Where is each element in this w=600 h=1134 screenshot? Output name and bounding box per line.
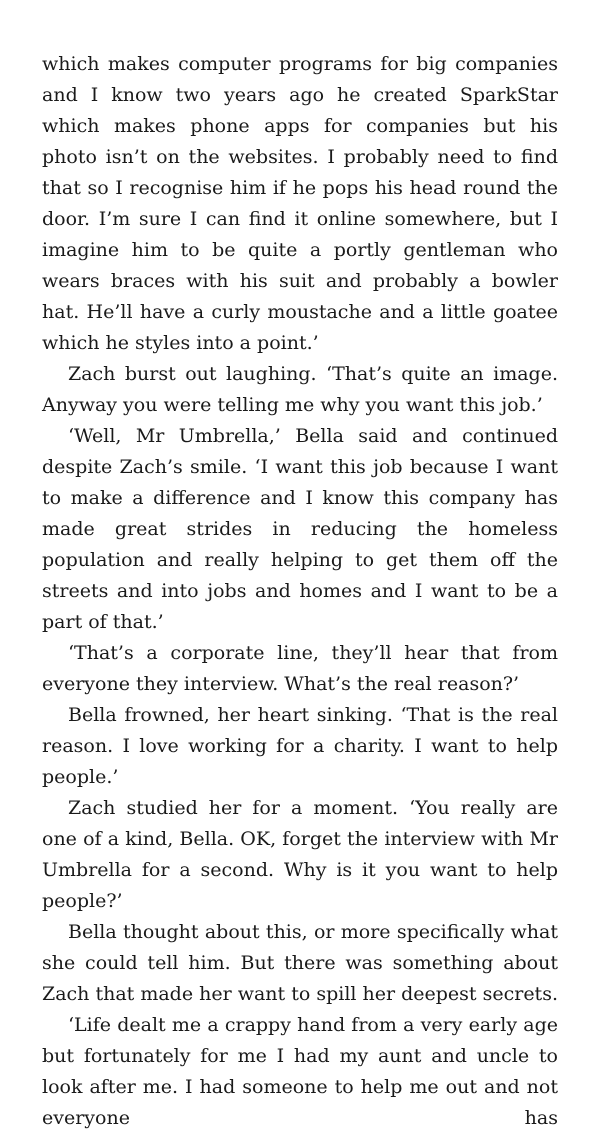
book-page [42,49,558,1134]
paragraph: ‘That’s a corporate line, they’ll hear that from everyone they interview. What’s the real reason?’ [42,642,558,695]
paragraph: Zach studied her for a moment. ‘You really are one of a kind, Bella. OK, forget the interview with Mr Umbrella for a second. Why is it you want to help people?’ [42,797,558,912]
paragraph: Zach burst out laughing. ‘That’s quite an image. Anyway you were telling me why you want this job.’ [42,363,558,416]
paragraph: Bella thought about this, or more specifically what she could tell him. But there was something about Zach that made her want to spill her deepest secrets. [42,921,558,1005]
paragraph-continued: which makes computer programs for big companies and I know two years ago he created SparkStar which makes phone apps for companies but his photo isn’t on the websites. I probably need to find that so I recognise him if he pops his head round the door. I’m sure I can find it online somewhere, but I imagine him to be quite a portly gentleman who wears braces with his suit and probably a bowler hat. He’ll have a curly moustache and a little goatee which he styles into a point.’ [42,53,558,354]
paragraph: ‘Well, Mr Umbrella,’ Bella said and continued despite Zach’s smile. ‘I want this job because I want to make a difference and I know this company has made great strides in reducing the homeless population and really helping to get them off the streets and into jobs and homes and I want to be a part of that.’ [42,425,558,633]
paragraph: Bella frowned, her heart sinking. ‘That is the real reason. I love working for a charity. I want to help people.’ [42,704,558,788]
paragraph-continues: ‘Life dealt me a crappy hand from a very early age but fortunately for me I had my aunt and uncle to look after me. I had someone to help me out and not everyone has [42,1014,558,1129]
